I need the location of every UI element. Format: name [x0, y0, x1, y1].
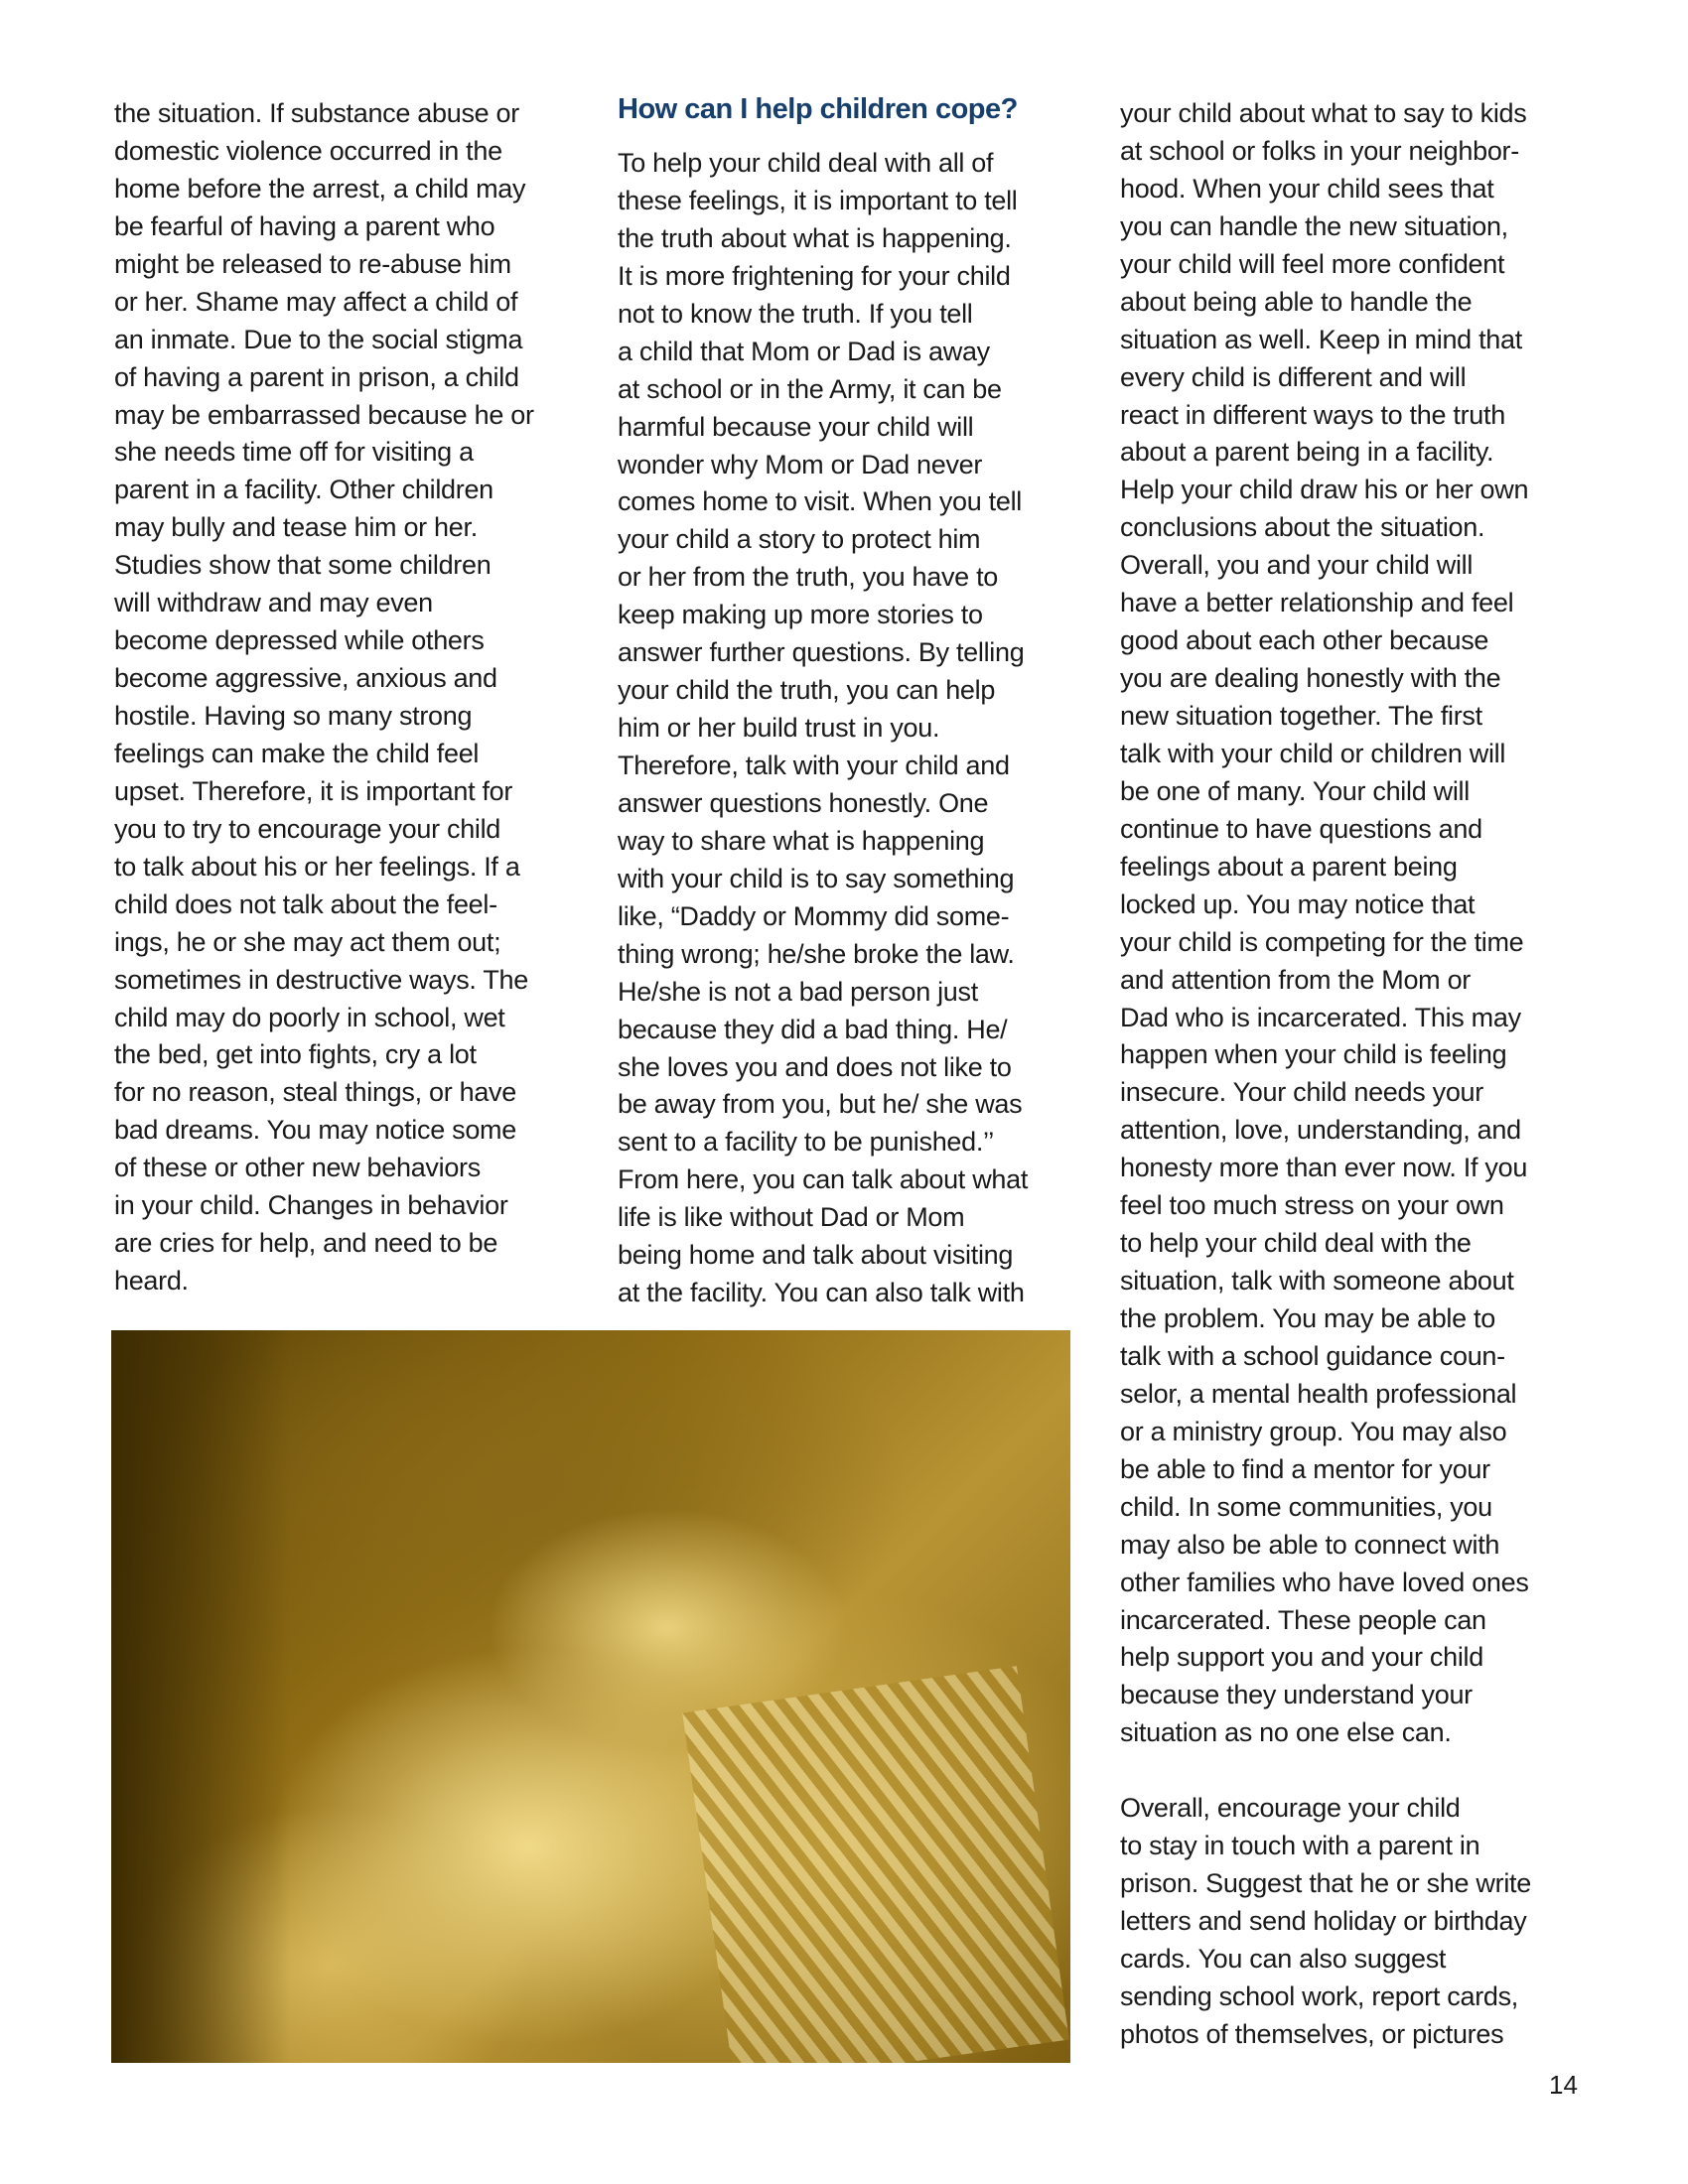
text-line: are cries for help, and need to be: [114, 1228, 498, 1259]
text-line: wonder why Mom or Dad never: [618, 449, 983, 479]
text-line: situation as no one else can.: [1120, 1717, 1452, 1748]
text-line: incarcerated. These people can: [1120, 1604, 1486, 1635]
text-line: or her. Shame may affect a child of: [114, 286, 518, 317]
text-line: of having a parent in prison, a child: [114, 361, 519, 392]
text-line: answer questions honestly. One: [618, 787, 989, 818]
text-line: with your child is to say something: [618, 863, 1015, 893]
text-line: the bed, get into fights, cry a lot: [114, 1039, 477, 1070]
text-line: Therefore, talk with your child and: [618, 751, 1010, 780]
text-line: prison. Suggest that he or she write: [1120, 1868, 1531, 1899]
text-line: being home and talk about visiting: [618, 1240, 1014, 1271]
text-line: your child is competing for the time: [1120, 926, 1524, 957]
text-line: keep making up more stories to: [618, 600, 983, 630]
text-line: have a better relationship and feel: [1120, 588, 1514, 618]
text-line: to talk about his or her feelings. If a: [114, 851, 520, 882]
text-line: From here, you can talk about what: [618, 1164, 1029, 1195]
text-line: situation, talk with someone about: [1120, 1266, 1514, 1297]
text-line: Help your child draw his or her own: [1120, 475, 1529, 505]
text-line: help support you and your child: [1120, 1642, 1483, 1673]
text-line: domestic violence occurred in the: [114, 135, 502, 166]
paragraph-break: [1120, 1752, 1587, 1790]
text-line: cards. You can also suggest: [1120, 1943, 1447, 1974]
text-line: life is like without Dad or Mom: [618, 1202, 965, 1233]
text-column-1: [114, 95, 581, 1300]
text-line: she loves you and does not like to: [618, 1051, 1012, 1082]
text-line: letters and send holiday or birthday: [1120, 1906, 1527, 1936]
text-line: child may do poorly in school, wet: [114, 1002, 505, 1032]
text-line: you to try to encourage your child: [114, 813, 501, 844]
text-line: situation as well. Keep in mind that: [1120, 324, 1522, 354]
text-line: happen when your child is feeling: [1120, 1039, 1507, 1070]
text-line: Overall, encourage your child: [1120, 1793, 1461, 1824]
text-line: your child about what to say to kids: [1120, 98, 1527, 128]
text-line: conclusions about the situation.: [1120, 512, 1485, 543]
text-line: for no reason, steal things, or have: [114, 1077, 516, 1108]
text-line: about being able to handle the: [1120, 286, 1473, 317]
text-line: become aggressive, anxious and: [114, 663, 497, 694]
text-line: at school or in the Army, it can be: [618, 373, 1002, 404]
page-number: 14: [1549, 2070, 1578, 2100]
text-line: be fearful of having a parent who: [114, 210, 495, 241]
text-line: thing wrong; he/she broke the law.: [618, 938, 1015, 969]
text-line: about a parent being in a facility.: [1120, 437, 1494, 468]
text-line: Dad who is incarcerated. This may: [1120, 1002, 1521, 1032]
section-heading: How can I help children cope?: [618, 93, 1018, 125]
text-line: new situation together. The first: [1120, 701, 1482, 731]
text-line: the problem. You may be able to: [1120, 1303, 1495, 1333]
text-line: selor, a mental health professional: [1120, 1378, 1517, 1409]
text-line: other families who have loved ones: [1120, 1567, 1529, 1597]
text-line: at school or folks in your neighbor-: [1120, 135, 1519, 166]
text-line: talk with your child or children will: [1120, 738, 1506, 768]
text-line: upset. Therefore, it is important for: [114, 775, 513, 806]
text-line: feelings can make the child feel: [114, 738, 480, 768]
text-line: might be released to re-abuse him: [114, 248, 511, 279]
text-line: feel too much stress on your own: [1120, 1190, 1504, 1221]
text-line: ings, he or she may act them out;: [114, 926, 501, 957]
text-line: Studies show that some children: [114, 550, 492, 581]
text-line: because they did a bad thing. He/: [618, 1014, 1008, 1044]
text-line: him or her build trust in you.: [618, 713, 940, 744]
text-line: sending school work, report cards,: [1120, 1980, 1518, 2011]
text-line: she needs time off for visiting a: [114, 437, 474, 468]
text-line: be one of many. Your child will: [1120, 775, 1470, 806]
text-line: way to share what is happening: [618, 825, 985, 856]
child-photo: [111, 1330, 1070, 2063]
text-line: He/she is not a bad person just: [618, 976, 978, 1007]
text-line: talk with a school guidance coun-: [1120, 1340, 1505, 1371]
text-line: home before the arrest, a child may: [114, 173, 526, 204]
text-line: an inmate. Due to the social stigma: [114, 324, 523, 354]
text-line: in your child. Changes in behavior: [114, 1190, 508, 1221]
text-line: react in different ways to the truth: [1120, 399, 1505, 430]
text-line: of these or other new behaviors: [114, 1153, 481, 1183]
text-line: heard.: [114, 1266, 189, 1297]
text-line: these feelings, it is important to tell: [618, 185, 1018, 215]
text-line: may also be able to connect with: [1120, 1529, 1500, 1560]
text-line: continue to have questions and: [1120, 813, 1482, 844]
text-line: feelings about a parent being: [1120, 851, 1458, 882]
text-line: you can handle the new situation,: [1120, 210, 1508, 241]
text-line: be away from you, but he/ she was: [618, 1089, 1023, 1120]
text-line: your child will feel more confident: [1120, 248, 1505, 279]
text-column-3: [1120, 95, 1587, 2054]
text-line: will withdraw and may even: [114, 588, 433, 618]
text-line: It is more frightening for your child: [618, 260, 1011, 291]
text-line: Overall, you and your child will: [1120, 550, 1474, 581]
text-line: at the facility. You can also talk with: [618, 1278, 1025, 1308]
text-line: comes home to visit. When you tell: [618, 486, 1022, 517]
text-line: be able to find a mentor for your: [1120, 1453, 1490, 1484]
text-line: child does not talk about the feel-: [114, 888, 497, 919]
text-line: because they understand your: [1120, 1680, 1473, 1710]
text-line: your child a story to protect him: [618, 524, 981, 555]
text-line: honesty more than ever now. If you: [1120, 1153, 1528, 1183]
text-line: good about each other because: [1120, 625, 1489, 656]
text-line: bad dreams. You may notice some: [114, 1115, 516, 1146]
text-line: the situation. If substance abuse or: [114, 98, 519, 128]
text-line: photos of themselves, or pictures: [1120, 2018, 1504, 2049]
text-line: to help your child deal with the: [1120, 1228, 1472, 1259]
text-line: or a ministry group. You may also: [1120, 1416, 1507, 1446]
text-line: may be embarrassed because he or: [114, 399, 534, 430]
text-line: to stay in touch with a parent in: [1120, 1831, 1480, 1861]
text-line: sometimes in destructive ways. The: [114, 964, 528, 995]
text-column-2: [618, 145, 1084, 1312]
text-line: may bully and tease him or her.: [114, 512, 478, 543]
text-line: and attention from the Mom or: [1120, 964, 1471, 995]
text-line: not to know the truth. If you tell: [618, 298, 973, 329]
text-line: hood. When your child sees that: [1120, 173, 1494, 204]
text-line: insecure. Your child needs your: [1120, 1077, 1483, 1108]
photo-shadow: [111, 1330, 290, 2063]
text-line: parent in a facility. Other children: [114, 475, 493, 505]
text-line: To help your child deal with all of: [618, 148, 994, 178]
text-line: become depressed while others: [114, 625, 485, 656]
text-line: hostile. Having so many strong: [114, 701, 473, 731]
text-line: a child that Mom or Dad is away: [618, 336, 990, 366]
text-line: attention, love, understanding, and: [1120, 1115, 1521, 1146]
text-line: you are dealing honestly with the: [1120, 663, 1501, 694]
striped-shirt: [682, 1666, 1069, 2063]
text-line: sent to a facility to be punished.’’: [618, 1127, 994, 1158]
text-line: answer further questions. By telling: [618, 637, 1025, 668]
text-line: your child the truth, you can help: [618, 675, 996, 706]
text-line: like, “Daddy or Mommy did some-: [618, 900, 1010, 931]
text-line: or her from the truth, you have to: [618, 562, 999, 593]
text-line: the truth about what is happening.: [618, 222, 1012, 253]
text-line: every child is different and will: [1120, 361, 1467, 392]
text-line: harmful because your child will: [618, 411, 974, 442]
text-line: locked up. You may notice that: [1120, 888, 1476, 919]
text-line: child. In some communities, you: [1120, 1491, 1492, 1522]
